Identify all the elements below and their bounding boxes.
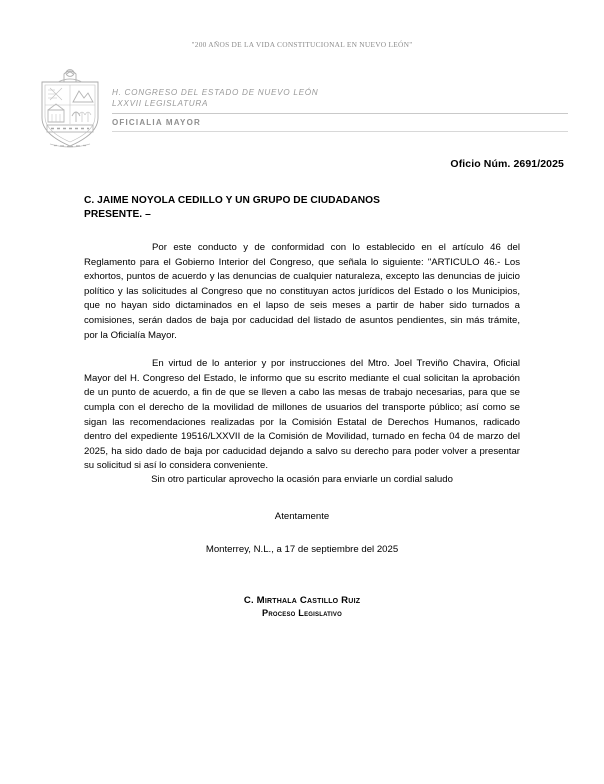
addressee-block	[84, 194, 564, 222]
closing-block	[84, 473, 520, 557]
masthead-legislature: LXXVII LEGISLATURA	[112, 99, 209, 108]
nuevo-leon-coat-of-arms-icon	[34, 64, 106, 152]
body-paragraph-1	[84, 241, 520, 343]
signature-name: C. Mirthala Castillo Ruiz	[243, 595, 361, 606]
commemorative-banner: "200 AÑOS DE LA VIDA CONSTITUCIONAL EN NUEVO LEÓN"	[191, 40, 413, 49]
body-paragraph-1-text: Por este conducto y de conformidad con lo establecido en el artículo 46 del Reglamento para el Gobierno Interior del Congreso, que señala lo siguiente: "ARTICULO 46.- Los exhortos, puntos de acuerdo y las denuncias de cualquier naturaleza, excepto las denuncias de juicio político y las solicitudes al Congreso que no constituyan actos jurídicos del Estado o los Municipios, que no hayan sido dictaminados en el lapso de seis meses a partir de haber sido turnados a comisiones, serán dados de baja por caducidad del listado de asuntos pendientes, sin más trámite, por la Oficialía Mayor.	[84, 242, 520, 341]
letterhead	[32, 62, 568, 154]
signature-role: Proceso Legislativo	[262, 608, 342, 618]
masthead-department: OFICIALIA MAYOR	[112, 118, 201, 127]
body-paragraph-2	[84, 357, 520, 474]
masthead-divider-lower	[112, 131, 568, 132]
letter-body	[84, 241, 520, 474]
masthead-institution: H. CONGRESO DEL ESTADO DE NUEVO LEÓN	[112, 88, 319, 97]
closing-place-and-date: Monterrey, N.L., a 17 de septiembre del 2025	[205, 544, 399, 555]
masthead	[112, 88, 568, 132]
body-paragraph-2-text: En virtud de lo anterior y por instrucciones del Mtro. Joel Treviño Chavira, Oficial Mayor del H. Congreso del Estado, le informo que su escrito mediante el cual solicitan la aprobación de un punto de acuerdo, a fin de que se lleven a cabo las mesas de trabajo necesarias, para que se cumpla con el derecho de la movilidad de millones de usuarios del transporte público; así como se sigan las recomendaciones realizadas por la Comisión Estatal de Derechos Humanos, radicado dentro del expediente 19516/LXXVII de la Comisión de Movilidad, turnado en fecha 04 de marzo del 2025, ha sido dado de baja por caducidad dejando a salvo su derecho para poder volver a presentar su solicitud si así lo considera conveniente.	[84, 358, 520, 472]
oficio-number: Oficio Núm. 2691/2025	[450, 158, 564, 170]
closing-valediction: Atentamente	[274, 511, 330, 522]
masthead-divider	[112, 113, 568, 114]
addressee-name: C. JAIME NOYOLA CEDILLO Y UN GRUPO DE CIUDADANOS	[84, 195, 380, 206]
signature-block	[84, 594, 520, 620]
closing-farewell: Sin otro particular aprovecho la ocasión para enviarle un cordial saludo	[151, 474, 453, 485]
addressee-salutation: PRESENTE. –	[84, 209, 151, 220]
